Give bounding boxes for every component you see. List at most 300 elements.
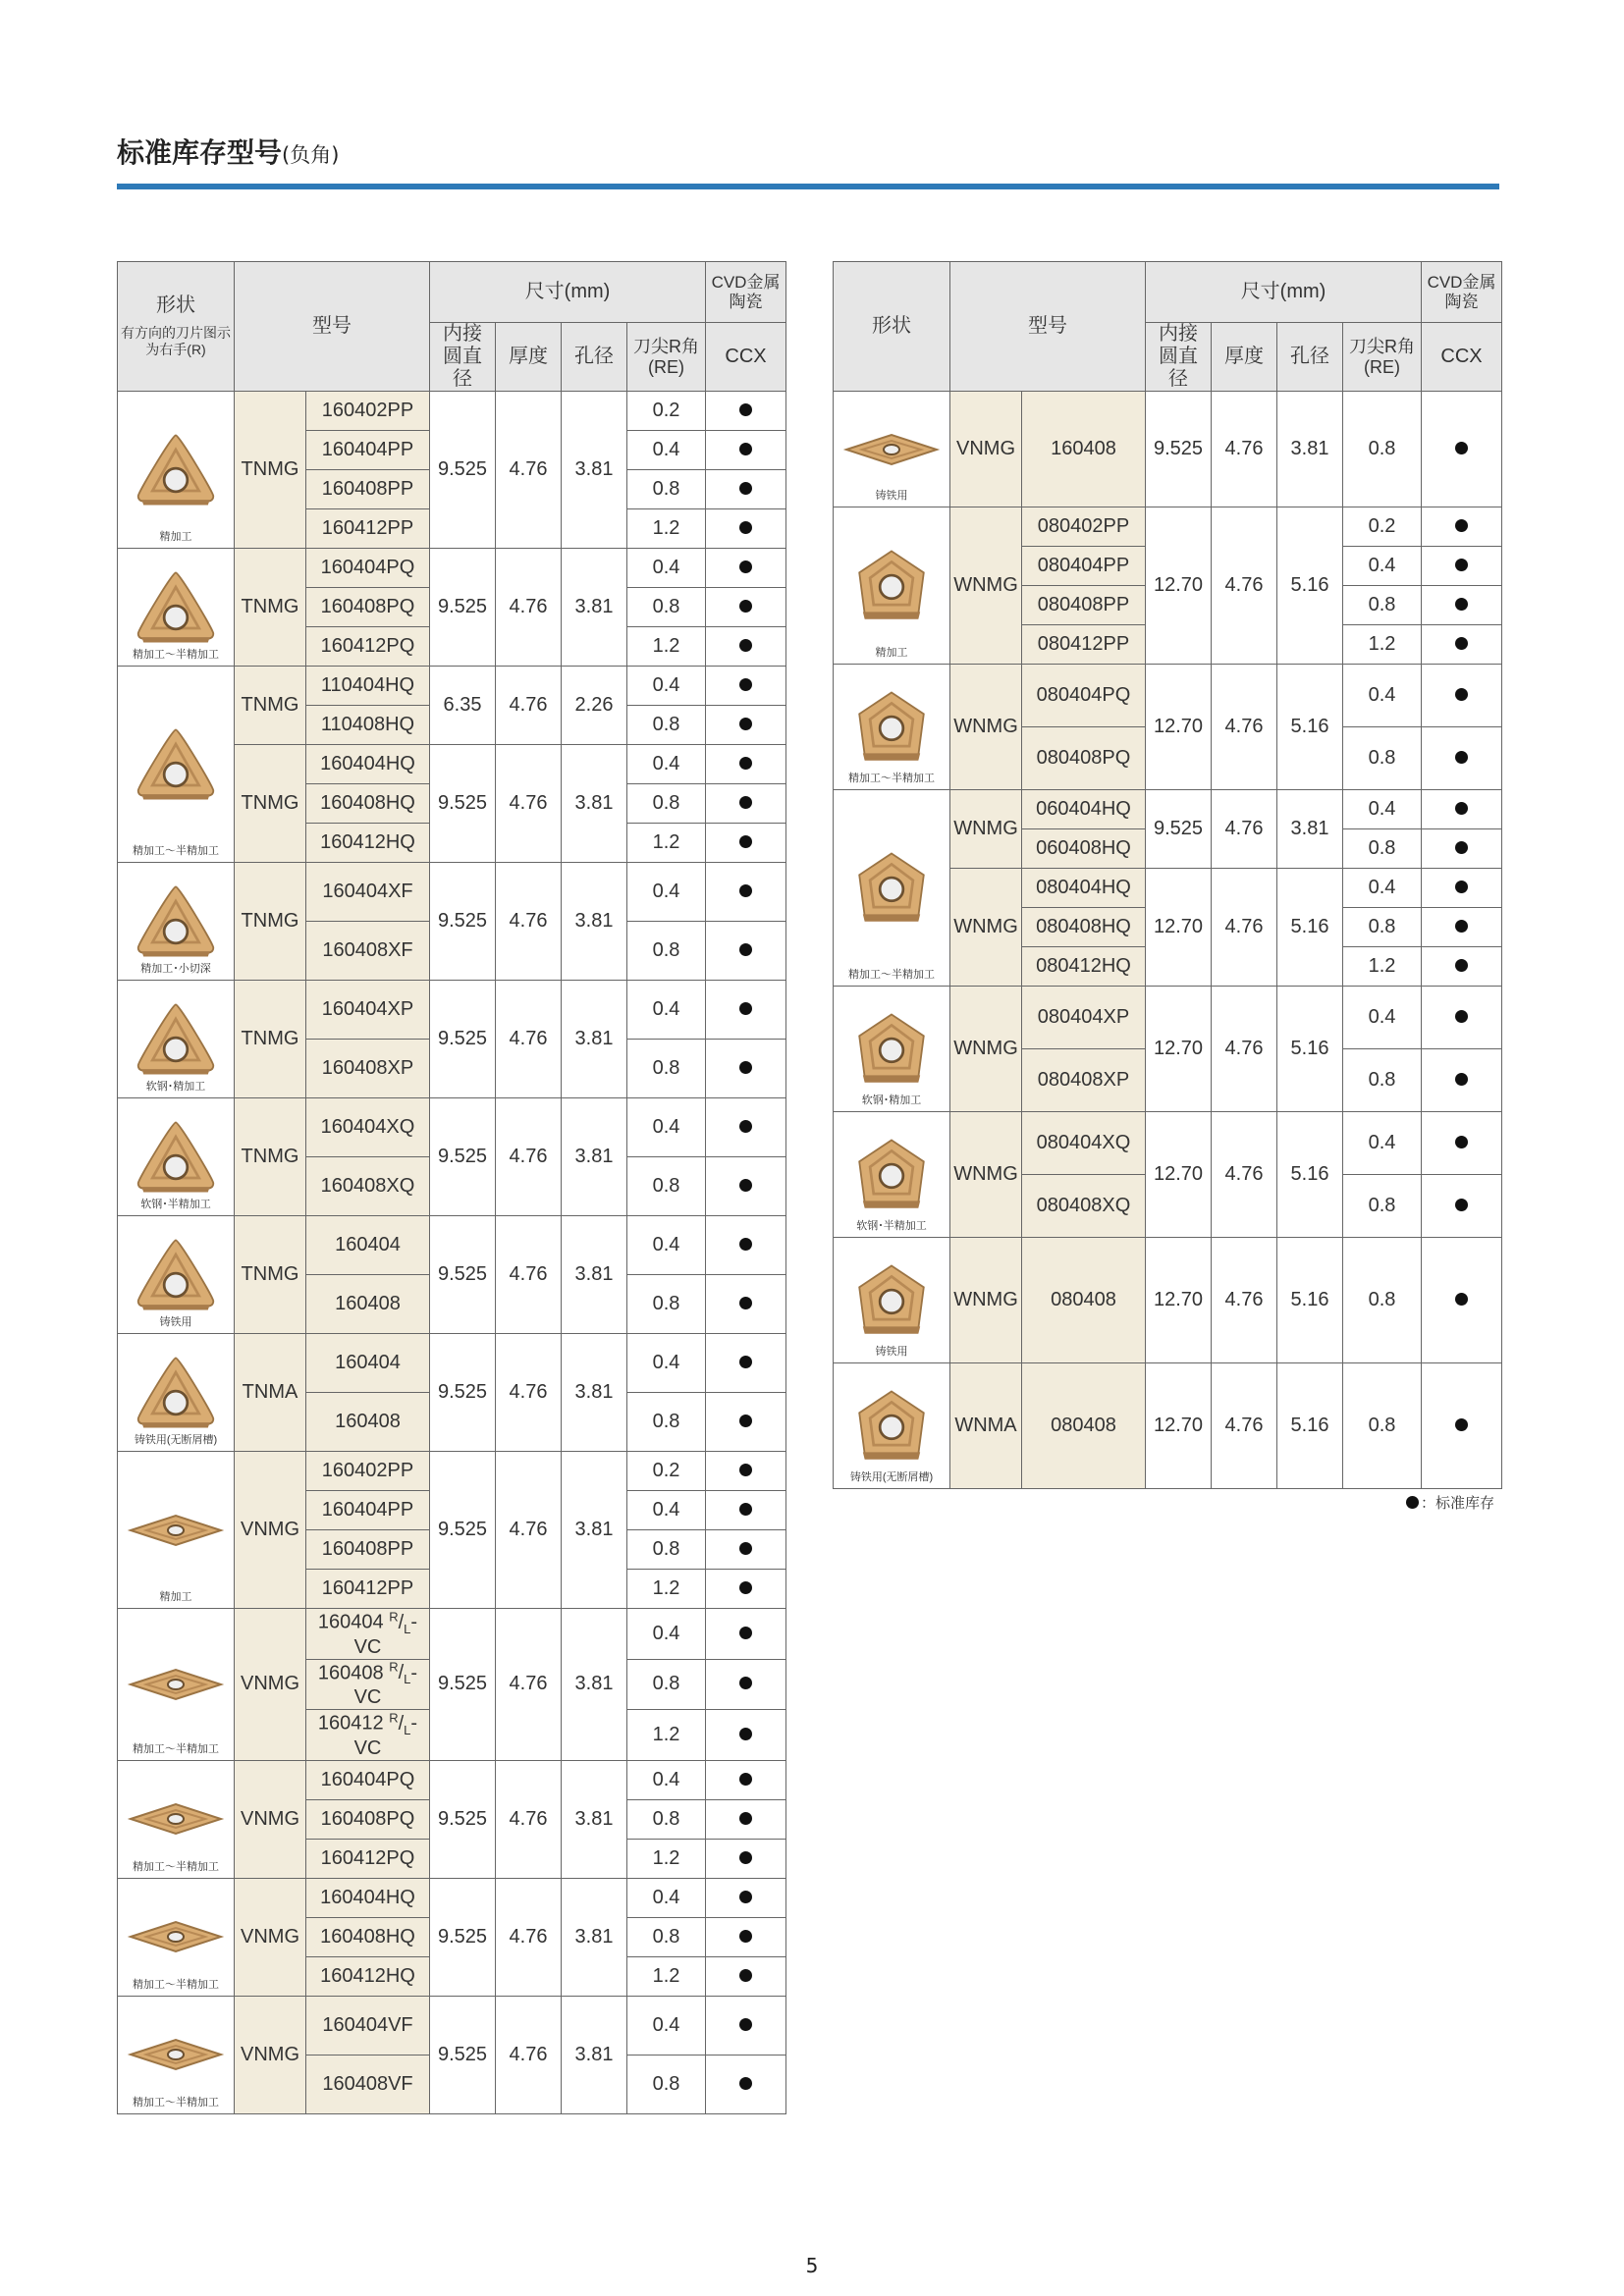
model-prefix: VNMG: [235, 1609, 306, 1761]
model-code: 160404PP: [306, 1491, 430, 1530]
stock-mark-cell: [706, 509, 786, 549]
stock-dot-icon: [739, 1930, 752, 1943]
stock-dot-icon: [739, 678, 752, 691]
model-code: 160404XF: [306, 863, 430, 922]
shape-caption: 铸铁用: [875, 490, 908, 502]
stock-dot-icon: [739, 1773, 752, 1786]
dimension-header: 尺寸(mm): [430, 262, 706, 323]
corner-radius-value: 0.4: [627, 1334, 706, 1393]
model-prefix: VNMG: [235, 1878, 306, 1996]
stock-dot-icon: [1455, 881, 1468, 893]
table-row: [118, 1760, 786, 1799]
inscribed-circle-value: 9.525: [430, 863, 496, 981]
stock-mark-cell: [706, 1799, 786, 1839]
model-code: 080404PP: [1022, 547, 1146, 586]
model-code: 160408PP: [306, 470, 430, 509]
model-code: 060408HQ: [1022, 829, 1146, 869]
thickness-value: 4.76: [496, 1609, 562, 1761]
model-prefix: TNMA: [235, 1334, 306, 1452]
model-code: 080404XP: [1022, 987, 1146, 1049]
table-row: [118, 1996, 786, 2055]
table-row: [118, 392, 786, 431]
stock-mark-cell: [1422, 1363, 1502, 1489]
shape-caption: 精加工: [159, 1591, 192, 1603]
ic-header: 内接圆直径: [1146, 323, 1212, 392]
stock-dot-icon: [739, 835, 752, 848]
trigon-insert-icon: [845, 1260, 938, 1341]
inscribed-circle-value: 9.525: [430, 1334, 496, 1452]
table-row: [834, 1112, 1502, 1175]
inscribed-circle-value: 9.525: [430, 549, 496, 667]
stock-dot-icon: [1455, 1293, 1468, 1306]
model-prefix: TNMG: [235, 1098, 306, 1216]
model-prefix: TNMG: [235, 549, 306, 667]
shape-cell: [118, 549, 235, 667]
stock-dot-icon: [1455, 1136, 1468, 1148]
hole-diameter-value: 2.26: [562, 667, 627, 745]
thickness-value: 4.76: [496, 863, 562, 981]
corner-radius-value: 0.8: [627, 1040, 706, 1098]
stock-mark-cell: [706, 1334, 786, 1393]
stock-mark-cell: [1422, 947, 1502, 987]
shape-caption: 铸铁用: [875, 1346, 908, 1358]
hole-header: 孔径: [1277, 323, 1343, 392]
model-code: 160412PP: [306, 1570, 430, 1609]
inscribed-circle-value: 9.525: [430, 981, 496, 1098]
model-code: 080404HQ: [1022, 869, 1146, 908]
thickness-value: 4.76: [1212, 1238, 1277, 1363]
right-insert-table: [833, 261, 1502, 1489]
model-header: 型号: [950, 262, 1146, 392]
table-row: [834, 392, 1502, 507]
stock-mark-cell: [706, 706, 786, 745]
shape-caption: 精加工～半精加工: [133, 845, 219, 857]
model-code: 080408PP: [1022, 586, 1146, 625]
triangle-insert-icon: [130, 724, 222, 805]
title-rule: [117, 184, 1499, 189]
stock-dot-icon: [1455, 559, 1468, 571]
shape-caption: 精加工～半精加工: [848, 773, 935, 784]
rhombus-insert-icon: [127, 1501, 225, 1560]
corner-radius-value: 0.8: [1343, 392, 1422, 507]
model-prefix: WNMG: [950, 1238, 1022, 1363]
shape-caption: 软钢･精加工: [145, 1081, 206, 1093]
thickness-value: 4.76: [1212, 665, 1277, 790]
cvd-header: CVD金属陶瓷: [706, 262, 786, 323]
stock-mark-cell: [706, 1878, 786, 1917]
inscribed-circle-value: 12.70: [1146, 987, 1212, 1112]
stock-dot-icon: [739, 1851, 752, 1864]
model-code: 110408HQ: [306, 706, 430, 745]
model-code: 110404HQ: [306, 667, 430, 706]
stock-dot-icon: [739, 1812, 752, 1825]
stock-dot-icon: [739, 1542, 752, 1555]
stock-dot-icon: [739, 718, 752, 730]
stock-dot-icon: [739, 1297, 752, 1309]
corner-radius-value: 0.4: [1343, 790, 1422, 829]
shape-cell: [118, 981, 235, 1098]
corner-radius-value: 0.8: [1343, 727, 1422, 790]
corner-radius-value: 0.8: [1343, 908, 1422, 947]
model-code: 160408VF: [306, 2055, 430, 2113]
corner-radius-value: 0.4: [627, 1760, 706, 1799]
triangle-insert-icon: [130, 999, 222, 1080]
table-row: [834, 987, 1502, 1049]
stock-dot-icon: [1455, 841, 1468, 854]
model-code: 080408: [1022, 1238, 1146, 1363]
corner-radius-value: 1.2: [627, 1570, 706, 1609]
stock-dot-icon: [1455, 1010, 1468, 1023]
model-code: 080408PQ: [1022, 727, 1146, 790]
stock-mark-cell: [706, 1275, 786, 1334]
hole-diameter-value: 3.81: [562, 1996, 627, 2113]
thickness-value: 4.76: [496, 981, 562, 1098]
stock-dot-icon: [1455, 959, 1468, 972]
hole-diameter-value: 5.16: [1277, 869, 1343, 987]
triangle-insert-icon: [130, 430, 222, 510]
stock-mark-cell: [1422, 790, 1502, 829]
shape-caption: 精加工～半精加工: [848, 969, 935, 981]
shape-caption: 精加工～半精加工: [133, 2096, 219, 2109]
model-code-suffix: -VC: [353, 1662, 418, 1709]
model-code: 160404HQ: [306, 745, 430, 784]
shape-cell: [834, 507, 950, 665]
triangle-insert-icon: [130, 1117, 222, 1198]
shape-cell: [118, 1216, 235, 1334]
stock-mark-cell: [1422, 586, 1502, 625]
stock-dot-icon: [1455, 442, 1468, 454]
inscribed-circle-value: 12.70: [1146, 507, 1212, 665]
corner-radius-value: 1.2: [1343, 625, 1422, 665]
corner-radius-value: 0.8: [627, 1530, 706, 1570]
table-row: [118, 1609, 786, 1660]
model-code: 160404XP: [306, 981, 430, 1040]
hole-diameter-value: 3.81: [562, 1334, 627, 1452]
shape-cell: [118, 1098, 235, 1216]
model-prefix: WNMA: [950, 1363, 1022, 1489]
corner-radius-value: 0.4: [627, 745, 706, 784]
stock-dot-icon: [739, 1581, 752, 1594]
stock-mark-cell: [706, 981, 786, 1040]
trigon-insert-icon: [845, 1009, 938, 1090]
hole-diameter-value: 3.81: [562, 1878, 627, 1996]
model-prefix: VNMG: [235, 1996, 306, 2113]
shape-caption: 精加工～半精加工: [133, 1978, 219, 1991]
shape-cell: [118, 1996, 235, 2113]
stock-mark-cell: [1422, 869, 1502, 908]
re-header: 刀尖R角(RE): [627, 323, 706, 392]
corner-radius-value: 0.4: [627, 1491, 706, 1530]
table-row: [118, 1216, 786, 1275]
stock-dot-icon: [739, 1627, 752, 1639]
stock-dot-icon: [739, 1677, 752, 1689]
stock-dot-icon: [739, 1503, 752, 1516]
shape-header-note: 有方向的刀片图示为右手(R): [121, 324, 231, 357]
stock-mark-cell: [1422, 665, 1502, 727]
corner-radius-value: 0.8: [627, 470, 706, 509]
model-header: 型号: [235, 262, 430, 392]
thickness-value: 4.76: [496, 667, 562, 745]
stock-mark-cell: [1422, 829, 1502, 869]
stock-mark-cell: [706, 431, 786, 470]
model-code: 160408XF: [306, 922, 430, 981]
hole-diameter-value: 3.81: [562, 1609, 627, 1761]
inscribed-circle-value: 6.35: [430, 667, 496, 745]
stock-mark-cell: [706, 2055, 786, 2113]
inscribed-circle-value: 9.525: [430, 745, 496, 863]
corner-radius-value: 0.8: [1343, 829, 1422, 869]
model-code: 080412PP: [1022, 625, 1146, 665]
thickness-value: 4.76: [496, 1760, 562, 1878]
model-code: 160412HQ: [306, 1956, 430, 1996]
hole-diameter-value: 5.16: [1277, 1238, 1343, 1363]
shape-caption: 精加工･小切深: [140, 963, 211, 975]
stock-mark-cell: [706, 1040, 786, 1098]
corner-radius-value: 0.4: [1343, 869, 1422, 908]
model-code: 080412HQ: [1022, 947, 1146, 987]
stock-mark-cell: [706, 1216, 786, 1275]
inscribed-circle-value: 9.525: [430, 1996, 496, 2113]
stock-mark-cell: [706, 1098, 786, 1157]
thickness-value: 4.76: [496, 1996, 562, 2113]
stock-mark-cell: [706, 392, 786, 431]
model-code: 160404PQ: [306, 1760, 430, 1799]
table-row: [118, 863, 786, 922]
stock-dot-icon: [1455, 920, 1468, 933]
inscribed-circle-value: 12.70: [1146, 1112, 1212, 1238]
rhombus-insert-icon: [127, 1907, 225, 1966]
rhombus-insert-icon: [127, 1655, 225, 1714]
trigon-insert-icon: [845, 848, 938, 929]
stock-dot-icon: [739, 884, 752, 897]
model-code: 160404XQ: [306, 1098, 430, 1157]
inscribed-circle-value: 12.70: [1146, 1238, 1212, 1363]
hole-diameter-value: 3.81: [1277, 790, 1343, 869]
table-row: [834, 507, 1502, 547]
hole-diameter-value: 3.81: [562, 1098, 627, 1216]
shape-caption: 精加工～半精加工: [133, 649, 219, 661]
corner-radius-value: 0.4: [1343, 547, 1422, 586]
cvd-header: CVD金属陶瓷: [1422, 262, 1502, 323]
legend: [1406, 1492, 1494, 1513]
model-code: 160408XP: [306, 1040, 430, 1098]
model-prefix: VNMG: [235, 1760, 306, 1878]
table-row: [118, 1878, 786, 1917]
model-code: 160404: [306, 1334, 430, 1393]
shape-cell: [834, 987, 950, 1112]
trigon-insert-icon: [845, 687, 938, 768]
thickness-value: 4.76: [496, 1216, 562, 1334]
shape-caption: 铸铁用: [159, 1316, 192, 1328]
shape-caption: 软钢･半精加工: [140, 1199, 211, 1210]
stock-mark-cell: [706, 1839, 786, 1878]
model-code: 160412HQ: [306, 824, 430, 863]
model-prefix: WNMG: [950, 987, 1022, 1112]
hole-diameter-value: 5.16: [1277, 987, 1343, 1112]
corner-radius-value: 0.2: [627, 392, 706, 431]
model-code: 160408PQ: [306, 588, 430, 627]
thickness-value: 4.76: [1212, 1112, 1277, 1238]
stock-mark-cell: [1422, 1238, 1502, 1363]
stock-mark-cell: [1422, 727, 1502, 790]
shape-caption: 精加工: [875, 647, 908, 659]
model-prefix: TNMG: [235, 667, 306, 745]
hole-diameter-value: 5.16: [1277, 1363, 1343, 1489]
thickness-value: 4.76: [496, 745, 562, 863]
model-prefix: WNMG: [950, 790, 1022, 869]
stock-mark-cell: [1422, 987, 1502, 1049]
stock-dot-icon: [739, 1002, 752, 1015]
page-number: 5: [805, 2254, 819, 2277]
model-code: 160408PQ: [306, 1799, 430, 1839]
stock-dot-icon: [739, 796, 752, 809]
hole-diameter-value: 3.81: [562, 549, 627, 667]
model-code: 160408HQ: [306, 784, 430, 824]
corner-radius-value: 0.4: [627, 1878, 706, 1917]
table-row: [118, 1452, 786, 1491]
stock-dot-icon: [1455, 637, 1468, 650]
stock-dot-icon: [739, 943, 752, 956]
corner-radius-value: 0.8: [627, 922, 706, 981]
corner-radius-value: 0.8: [1343, 1049, 1422, 1112]
corner-radius-value: 0.8: [627, 2055, 706, 2113]
stock-mark-cell: [706, 1452, 786, 1491]
stock-mark-cell: [706, 588, 786, 627]
model-code: 160408: [1022, 392, 1146, 507]
model-code: [306, 1710, 430, 1761]
model-code: 160412PQ: [306, 1839, 430, 1878]
stock-dot-icon: [739, 2018, 752, 2031]
dimension-header: 尺寸(mm): [1146, 262, 1422, 323]
model-code: 060404HQ: [1022, 790, 1146, 829]
stock-dot-icon: [1455, 519, 1468, 532]
stock-mark-cell: [706, 1996, 786, 2055]
model-prefix: VNMG: [950, 392, 1022, 507]
stock-mark-cell: [706, 745, 786, 784]
triangle-insert-icon: [130, 881, 222, 962]
page-title-text: 标准库存型号: [117, 136, 283, 169]
trigon-insert-icon: [845, 1386, 938, 1467]
stock-dot-icon: [1455, 751, 1468, 764]
trigon-insert-icon: [845, 546, 938, 626]
corner-radius-value: 0.8: [627, 706, 706, 745]
re-header: 刀尖R角(RE): [1343, 323, 1422, 392]
stock-dot-icon: [739, 1891, 752, 1903]
model-code: 160412PP: [306, 509, 430, 549]
inscribed-circle-value: 9.525: [430, 1216, 496, 1334]
model-code: 160408XQ: [306, 1157, 430, 1216]
hand-mark: $^R/_L$: [389, 1659, 411, 1687]
stock-mark-cell: [706, 824, 786, 863]
corner-radius-value: 0.4: [1343, 665, 1422, 727]
stock-dot-icon: [739, 521, 752, 534]
hole-diameter-value: 5.16: [1277, 1112, 1343, 1238]
stock-dot-icon: [739, 1179, 752, 1192]
shape-cell: [834, 1112, 950, 1238]
inscribed-circle-value: 9.525: [1146, 790, 1212, 869]
table-row: [834, 1238, 1502, 1363]
corner-radius-value: 1.2: [627, 824, 706, 863]
stock-mark-cell: [706, 1956, 786, 1996]
corner-radius-value: 0.4: [627, 1098, 706, 1157]
triangle-insert-icon: [130, 1353, 222, 1433]
thickness-value: 4.76: [1212, 507, 1277, 665]
stock-dot-icon: [739, 600, 752, 613]
inscribed-circle-value: 12.70: [1146, 869, 1212, 987]
corner-radius-value: 0.8: [627, 1799, 706, 1839]
hole-diameter-value: 3.81: [562, 981, 627, 1098]
stock-mark-cell: [1422, 547, 1502, 586]
legend-dot-icon: [1406, 1496, 1419, 1509]
corner-radius-value: 0.8: [627, 1917, 706, 1956]
thickness-value: 4.76: [496, 392, 562, 549]
model-code: 160404VF: [306, 1996, 430, 2055]
shape-cell: [118, 1760, 235, 1878]
model-code: 160408HQ: [306, 1917, 430, 1956]
thickness-value: 4.76: [496, 1878, 562, 1996]
corner-radius-value: 1.2: [627, 1956, 706, 1996]
shape-cell: [834, 790, 950, 987]
stock-dot-icon: [739, 1061, 752, 1074]
stock-dot-icon: [739, 1120, 752, 1133]
thickness-value: 4.76: [496, 1098, 562, 1216]
model-code: 160404HQ: [306, 1878, 430, 1917]
stock-mark-cell: [1422, 625, 1502, 665]
model-code: 080408XP: [1022, 1049, 1146, 1112]
corner-radius-value: 1.2: [1343, 947, 1422, 987]
stock-dot-icon: [1455, 802, 1468, 815]
stock-mark-cell: [1422, 1175, 1502, 1238]
rhombus-insert-icon: [127, 2025, 225, 2084]
stock-dot-icon: [739, 2077, 752, 2090]
corner-radius-value: 0.4: [627, 1216, 706, 1275]
ic-header: 内接圆直径: [430, 323, 496, 392]
corner-radius-value: 0.8: [627, 1275, 706, 1334]
shape-caption: 软钢･半精加工: [856, 1220, 927, 1232]
thickness-header: 厚度: [496, 323, 562, 392]
stock-dot-icon: [739, 1464, 752, 1476]
shape-header: 形状: [834, 262, 950, 392]
model-code-base: 160408: [317, 1662, 384, 1684]
model-code: 160404: [306, 1216, 430, 1275]
model-code-base: 160404: [317, 1611, 384, 1633]
shape-cell: [834, 1238, 950, 1363]
table-row: [118, 1098, 786, 1157]
shape-cell: [118, 392, 235, 549]
grade-header: CCX: [706, 323, 786, 392]
corner-radius-value: 0.4: [627, 981, 706, 1040]
shape-caption: 精加工～半精加工: [133, 1860, 219, 1873]
corner-radius-value: 1.2: [627, 627, 706, 667]
stock-mark-cell: [1422, 1112, 1502, 1175]
table-row: [118, 667, 786, 706]
inscribed-circle-value: 9.525: [430, 1760, 496, 1878]
model-code-suffix: -VC: [353, 1712, 418, 1759]
hand-mark: $^R/_L$: [389, 1710, 411, 1737]
hole-diameter-value: 3.81: [562, 1452, 627, 1609]
stock-dot-icon: [739, 403, 752, 416]
hole-diameter-value: 3.81: [562, 745, 627, 863]
model-prefix: WNMG: [950, 869, 1022, 987]
thickness-header: 厚度: [1212, 323, 1277, 392]
shape-cell: [834, 665, 950, 790]
model-code: [306, 1609, 430, 1660]
stock-dot-icon: [739, 1238, 752, 1251]
thickness-value: 4.76: [1212, 987, 1277, 1112]
model-prefix: VNMG: [235, 1452, 306, 1609]
corner-radius-value: 1.2: [627, 1710, 706, 1761]
stock-mark-cell: [706, 1609, 786, 1660]
